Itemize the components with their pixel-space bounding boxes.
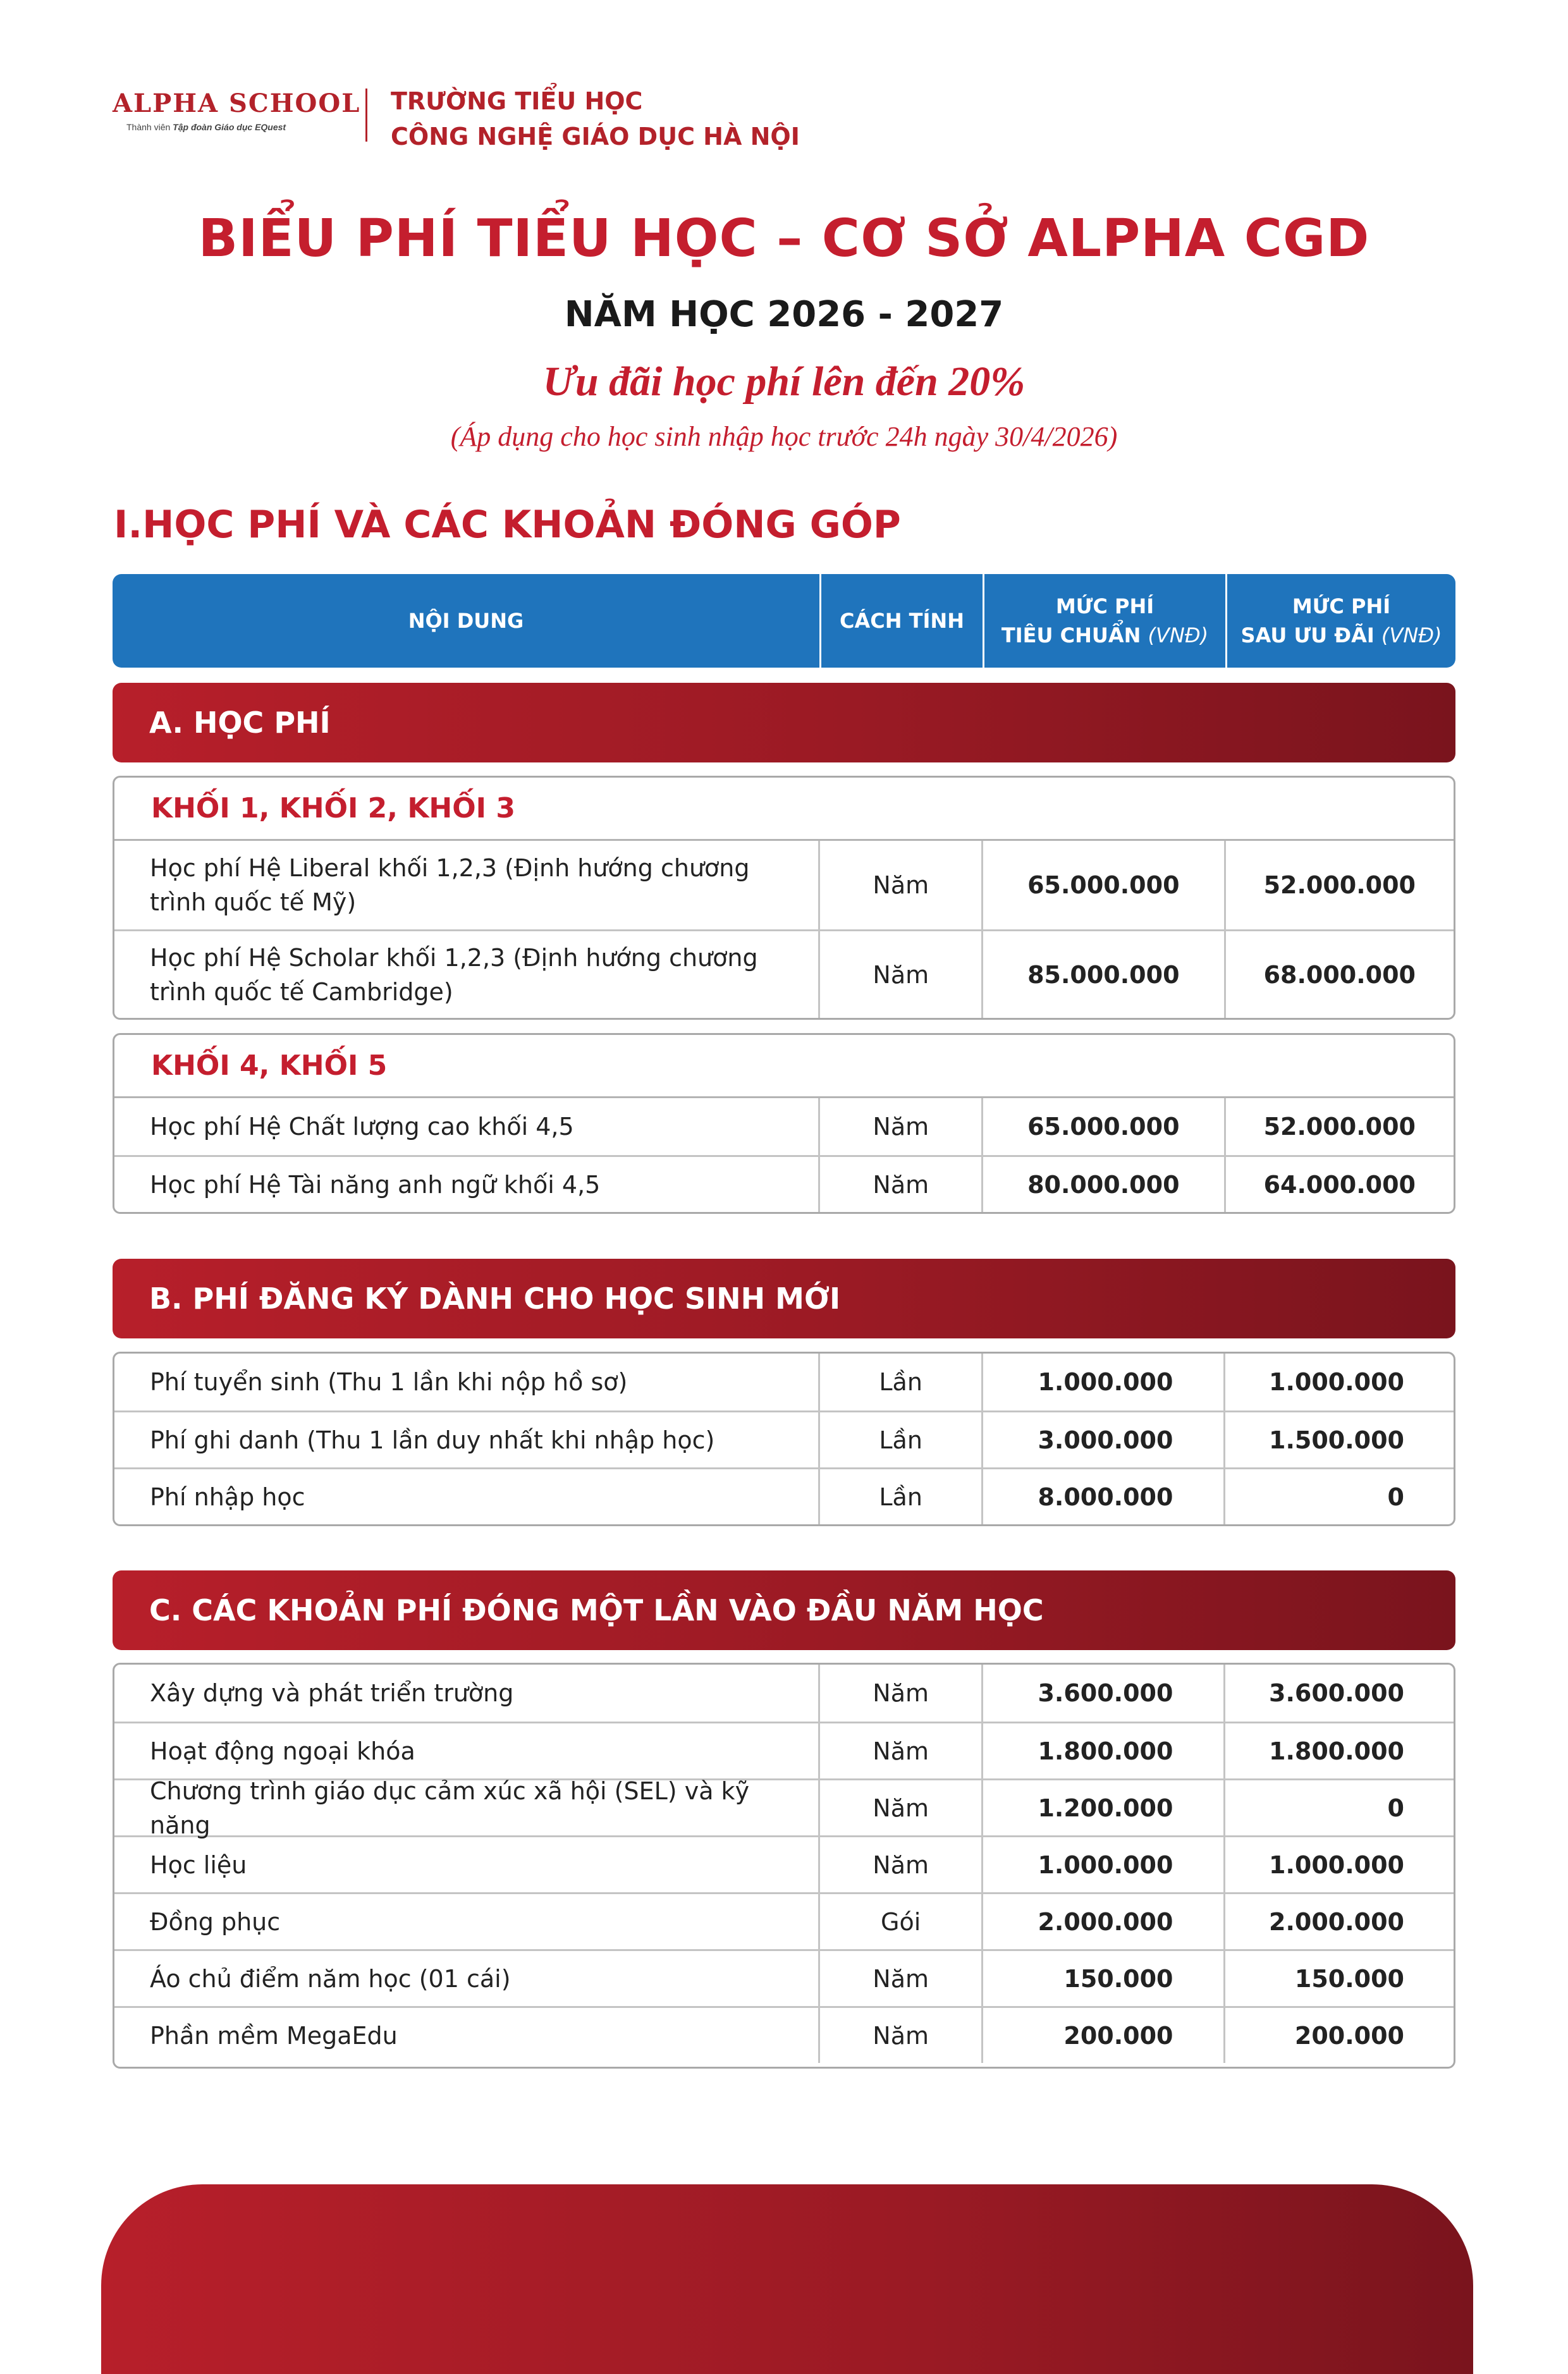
row-discounted: 68.000.000 xyxy=(1224,931,1454,1018)
header-discounted-fee xyxy=(1225,574,1455,668)
row-content: Chương trình giáo dục cảm xúc xã hội (SEL) và kỹ năng xyxy=(150,1777,750,1839)
header-method: CÁCH TÍNH xyxy=(819,574,983,668)
row-method: Năm xyxy=(818,1098,981,1155)
row-standard: 3.000.000 xyxy=(981,1412,1224,1467)
row-standard: 200.000 xyxy=(981,2008,1224,2063)
table-row xyxy=(114,929,1454,1018)
table-row xyxy=(114,1835,1454,1892)
header-standard-line1: MỨC PHÍ xyxy=(1055,594,1155,618)
row-standard: 2.000.000 xyxy=(981,1894,1224,1949)
row-content: Học liệu xyxy=(150,1851,247,1879)
row-method: Lần xyxy=(818,1354,981,1410)
table-row xyxy=(114,1467,1454,1524)
row-method: Lần xyxy=(818,1412,981,1467)
row-content: Áo chủ điểm năm học (01 cái) xyxy=(150,1964,511,1993)
header-discount-line1: MỨC PHÍ xyxy=(1292,594,1391,618)
promo-note: (Áp dụng cho học sinh nhập học trước 24h ngày 30/4/2026) xyxy=(450,421,1118,452)
table-row xyxy=(114,1354,1454,1410)
row-discounted: 52.000.000 xyxy=(1224,1098,1454,1155)
header-divider xyxy=(365,89,367,142)
row-standard: 65.000.000 xyxy=(981,841,1223,929)
row-method: Lần xyxy=(818,1469,981,1524)
table-row xyxy=(114,1949,1454,2006)
row-standard: 80.000.000 xyxy=(981,1157,1223,1212)
row-content: Học phí Hệ Liberal khối 1,2,3 (Định hướng chương trình quốc tế Mỹ) xyxy=(150,854,750,916)
table-row xyxy=(114,2006,1454,2063)
school-year: NĂM HỌC 2026 - 2027 xyxy=(564,294,1004,335)
header-standard-line2: TIÊU CHUẨN xyxy=(1001,623,1141,647)
table-header xyxy=(113,574,1455,668)
footer-arc xyxy=(101,2184,1473,2374)
row-method: Năm xyxy=(818,1837,981,1892)
table-row xyxy=(114,841,1454,929)
group-annual-fees xyxy=(113,1663,1455,2069)
row-discounted: 1.800.000 xyxy=(1223,1723,1454,1778)
row-content: Học phí Hệ Scholar khối 1,2,3 (Định hướng chương trình quốc tế Cambridge) xyxy=(150,943,758,1006)
row-method: Năm xyxy=(818,1780,981,1835)
logo-tagline xyxy=(113,122,365,132)
section-a-band: A. HỌC PHÍ xyxy=(113,683,1455,762)
section-heading: I.HỌC PHÍ VÀ CÁC KHOẢN ĐÓNG GÓP xyxy=(114,503,901,547)
row-method: Năm xyxy=(818,1723,981,1778)
row-discounted: 64.000.000 xyxy=(1224,1157,1454,1212)
table-row xyxy=(114,1410,1454,1467)
table-row xyxy=(114,1777,1454,1839)
school-logo xyxy=(113,89,365,132)
row-method: Gói xyxy=(818,1894,981,1949)
header-discount-line2: SAU ƯU ĐÃI xyxy=(1240,623,1375,647)
row-discounted: 1.000.000 xyxy=(1223,1837,1454,1892)
row-content: Xây dựng và phát triển trường xyxy=(150,1679,514,1707)
row-content: Phí nhập học xyxy=(150,1483,305,1511)
row-standard: 8.000.000 xyxy=(981,1469,1224,1524)
row-standard: 1.800.000 xyxy=(981,1723,1224,1778)
logo-tagline-prefix: Thành viên xyxy=(126,122,173,132)
table-row xyxy=(114,1892,1454,1949)
school-name-line2: CÔNG NGHỆ GIÁO DỤC HÀ NỘI xyxy=(391,123,800,150)
row-standard: 65.000.000 xyxy=(981,1098,1223,1155)
row-discounted: 2.000.000 xyxy=(1223,1894,1454,1949)
row-content: Học phí Hệ Chất lượng cao khối 4,5 xyxy=(150,1113,574,1141)
row-discounted: 1.500.000 xyxy=(1223,1412,1454,1467)
row-method: Năm xyxy=(818,1157,981,1212)
logo-name: ALPHA SCHOOL xyxy=(113,89,361,118)
row-content: Phí tuyển sinh (Thu 1 lần khi nộp hồ sơ) xyxy=(150,1368,628,1396)
group-title: KHỐI 1, KHỐI 2, KHỐI 3 xyxy=(114,778,1454,841)
header-standard-unit: (VNĐ) xyxy=(1148,623,1209,647)
table-row xyxy=(114,1665,1454,1722)
header-discount-unit: (VNĐ) xyxy=(1381,623,1442,647)
row-content: Phí ghi danh (Thu 1 lần duy nhất khi nhập học) xyxy=(150,1426,715,1454)
header-content: NỘI DUNG xyxy=(408,609,524,633)
row-discounted: 52.000.000 xyxy=(1224,841,1454,929)
row-standard: 1.000.000 xyxy=(981,1354,1224,1410)
row-content: Đồng phục xyxy=(150,1907,281,1936)
row-standard: 1.200.000 xyxy=(981,1780,1224,1835)
school-name-line1: TRƯỜNG TIỂU HỌC xyxy=(391,87,643,115)
row-standard: 150.000 xyxy=(981,1951,1224,2006)
row-standard: 3.600.000 xyxy=(981,1665,1224,1722)
header-standard-fee xyxy=(983,574,1225,668)
row-discounted: 150.000 xyxy=(1223,1951,1454,2006)
group-grade-1-3 xyxy=(113,776,1455,1020)
group-grade-4-5 xyxy=(113,1033,1455,1214)
table-row xyxy=(114,1722,1454,1778)
page-title: BIỂU PHÍ TIỂU HỌC – CƠ SỞ ALPHA CGD xyxy=(198,209,1370,269)
logo-tagline-bold: Tập đoàn Giáo dục EQuest xyxy=(173,122,286,132)
row-method: Năm xyxy=(818,841,981,929)
school-name xyxy=(391,83,800,154)
row-method: Năm xyxy=(818,931,981,1018)
row-method: Năm xyxy=(818,1665,981,1722)
row-standard: 85.000.000 xyxy=(981,931,1223,1018)
section-c-band: C. CÁC KHOẢN PHÍ ĐÓNG MỘT LẦN VÀO ĐẦU NĂM HỌC xyxy=(113,1570,1455,1650)
row-content: Phần mềm MegaEdu xyxy=(150,2021,398,2050)
row-method: Năm xyxy=(818,1951,981,2006)
group-registration-fees xyxy=(113,1352,1455,1526)
row-discounted: 200.000 xyxy=(1223,2008,1454,2063)
table-row xyxy=(114,1155,1454,1212)
row-discounted: 0 xyxy=(1223,1780,1454,1835)
row-discounted: 3.600.000 xyxy=(1223,1665,1454,1722)
row-discounted: 1.000.000 xyxy=(1223,1354,1454,1410)
row-standard: 1.000.000 xyxy=(981,1837,1224,1892)
row-method: Năm xyxy=(818,2008,981,2063)
table-row xyxy=(114,1098,1454,1155)
section-b-band: B. PHÍ ĐĂNG KÝ DÀNH CHO HỌC SINH MỚI xyxy=(113,1259,1455,1338)
promo-text: Ưu đãi học phí lên đến 20% xyxy=(542,358,1026,405)
row-content: Hoạt động ngoại khóa xyxy=(150,1737,415,1765)
group-title: KHỐI 4, KHỐI 5 xyxy=(114,1035,1454,1098)
row-discounted: 0 xyxy=(1223,1469,1454,1524)
row-content: Học phí Hệ Tài năng anh ngữ khối 4,5 xyxy=(150,1170,601,1199)
